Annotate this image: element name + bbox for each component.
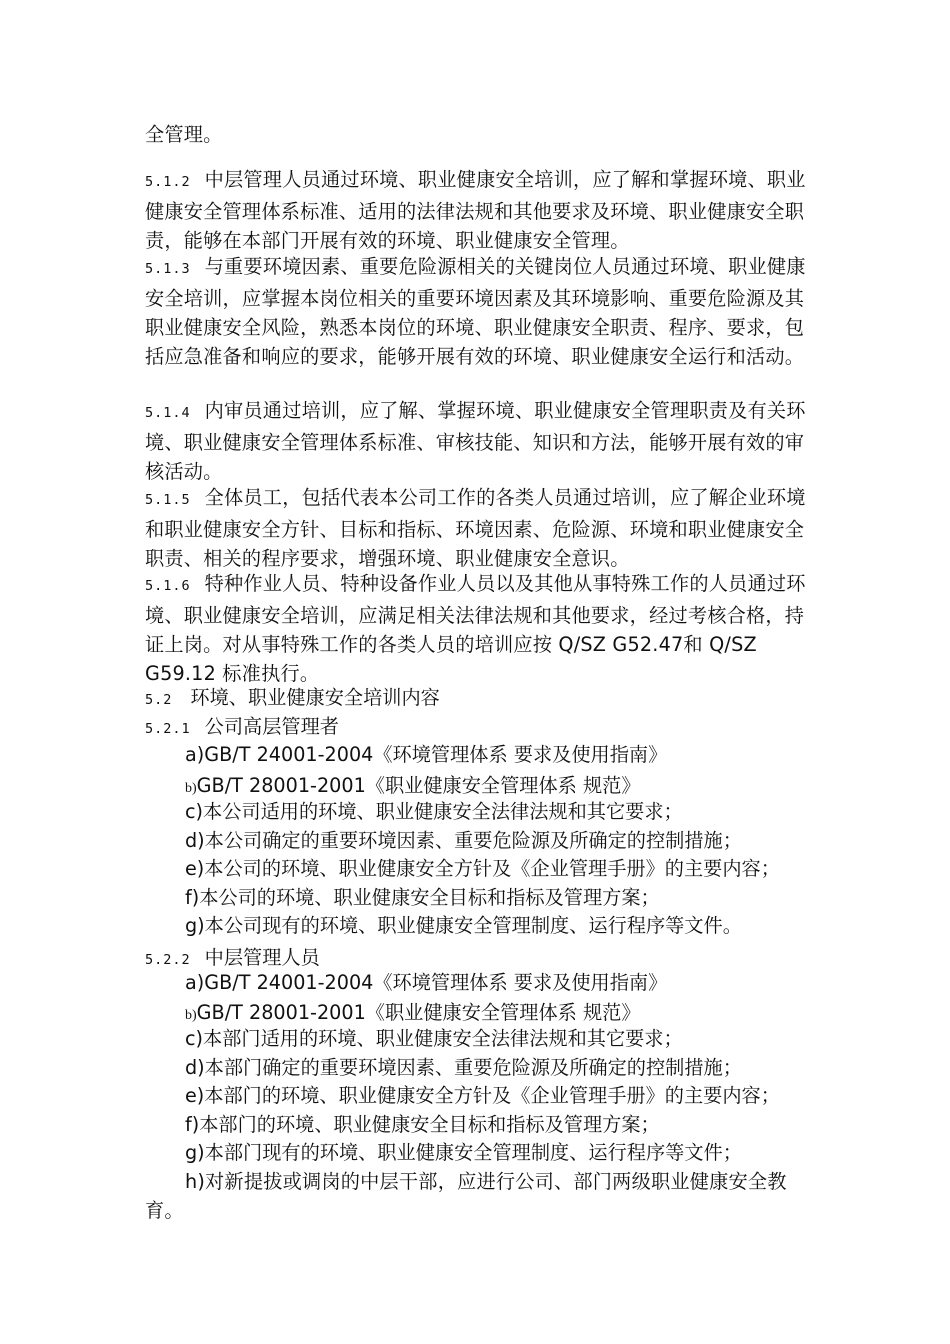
clause-5-1-5 [145,483,815,573]
clause-5-1-4 [145,396,815,486]
list-item: d)本公司确定的重要环境因素、重要危险源及所确定的控制措施； [185,829,742,852]
clause-5-1-2 [145,165,815,255]
list-item-h [145,1167,815,1225]
list-item: b)GB/T 28001-2001《职业健康安全管理体系 规范》 [185,774,641,797]
list-mark: h) [185,1170,206,1193]
paragraph-intro [145,120,815,149]
list-item: b)GB/T 28001-2001《职业健康安全管理体系 规范》 [185,1001,641,1024]
section-title: 公司高层管理者 [204,715,339,738]
list-item: d)本部门确定的重要环境因素、重要危险源及所确定的控制措施； [185,1056,742,1079]
clause-text: 中层管理人员通过环境、职业健康安全培训，应了解和掌握环境、职业健康安全管理体系标准、适用的法律法规和其他要求及环境、职业健康安全职责，能够在本部门开展有效的环境、职业健康安全管理。 [145,168,806,252]
clause-text: 内审员通过培训，应了解、掌握环境、职业健康安全管理职责及有关环境、职业健康安全管理体系标准、审核技能、知识和方法，能够开展有效的审核活动。 [145,399,806,483]
clause-text: 全体员工，包括代表本公司工作的各类人员通过培训，应了解企业环境和职业健康安全方针、目标和指标、环境因素、危险源、环境和职业健康安全职责、相关的程序要求，增强环境、职业健康安全意识。 [145,486,806,570]
section-5-2-heading [145,683,440,715]
clause-5-1-6 [145,569,815,688]
clause-text: 特种作业人员、特种设备作业人员以及其他从事特殊工作的人员通过环境、职业健康安全培训，应满足相关法律法规和其他要求，经过考核合格，持证上岗。对从事特殊工作的各类人员的培训应按 Q/SZ G52.47和 Q/SZ G59.12 标准执行。 [145,572,806,685]
section-title: 环境、职业健康安全培训内容 [190,686,440,709]
clause-number: 5.1.4 [145,405,191,421]
list-item: g)本部门现有的环境、职业健康安全管理制度、运行程序等文件； [185,1141,742,1164]
list-item: g)本公司现有的环境、职业健康安全管理制度、运行程序等文件。 [185,914,742,937]
clause-number: 5.1.6 [145,578,191,594]
section-number: 5.2 [145,692,173,708]
list-item: a)GB/T 24001-2004《环境管理体系 要求及使用指南》 [185,971,668,994]
clause-text: 与重要环境因素、重要危险源相关的关键岗位人员通过环境、职业健康安全培训，应掌握本岗位相关的重要环境因素及其环境影响、重要危险源及其职业健康安全风险，熟悉本岗位的环境、职业健康安全职责、程序、要求，包括应急准备和响应的要求，能够开展有效的环境、职业健康安全运行和活动。 [145,255,806,368]
clause-5-1-3 [145,252,815,371]
list-item: a)GB/T 24001-2004《环境管理体系 要求及使用指南》 [185,743,668,766]
clause-number: 5.1.5 [145,492,191,508]
clause-number: 5.1.3 [145,261,191,277]
list-item: f)本公司的环境、职业健康安全目标和指标及管理方案； [185,886,660,909]
section-number: 5.2.2 [145,952,191,968]
list-text: 对新提拔或调岗的中层干部，应进行公司、部门两级职业健康安全教育。 [145,1170,787,1222]
list-item: e)本公司的环境、职业健康安全方针及《企业管理手册》的主要内容； [185,857,780,880]
list-item: f)本部门的环境、职业健康安全目标和指标及管理方案； [185,1113,660,1136]
clause-number: 5.1.2 [145,174,191,190]
list-item: c)本部门适用的环境、职业健康安全法律法规和其它要求； [185,1027,683,1050]
section-title: 中层管理人员 [204,946,320,969]
list-item: c)本公司适用的环境、职业健康安全法律法规和其它要求； [185,800,683,823]
section-number: 5.2.1 [145,721,191,737]
paragraph-text: 全管理。 [145,123,223,146]
list-item: e)本部门的环境、职业健康安全方针及《企业管理手册》的主要内容； [185,1084,780,1107]
